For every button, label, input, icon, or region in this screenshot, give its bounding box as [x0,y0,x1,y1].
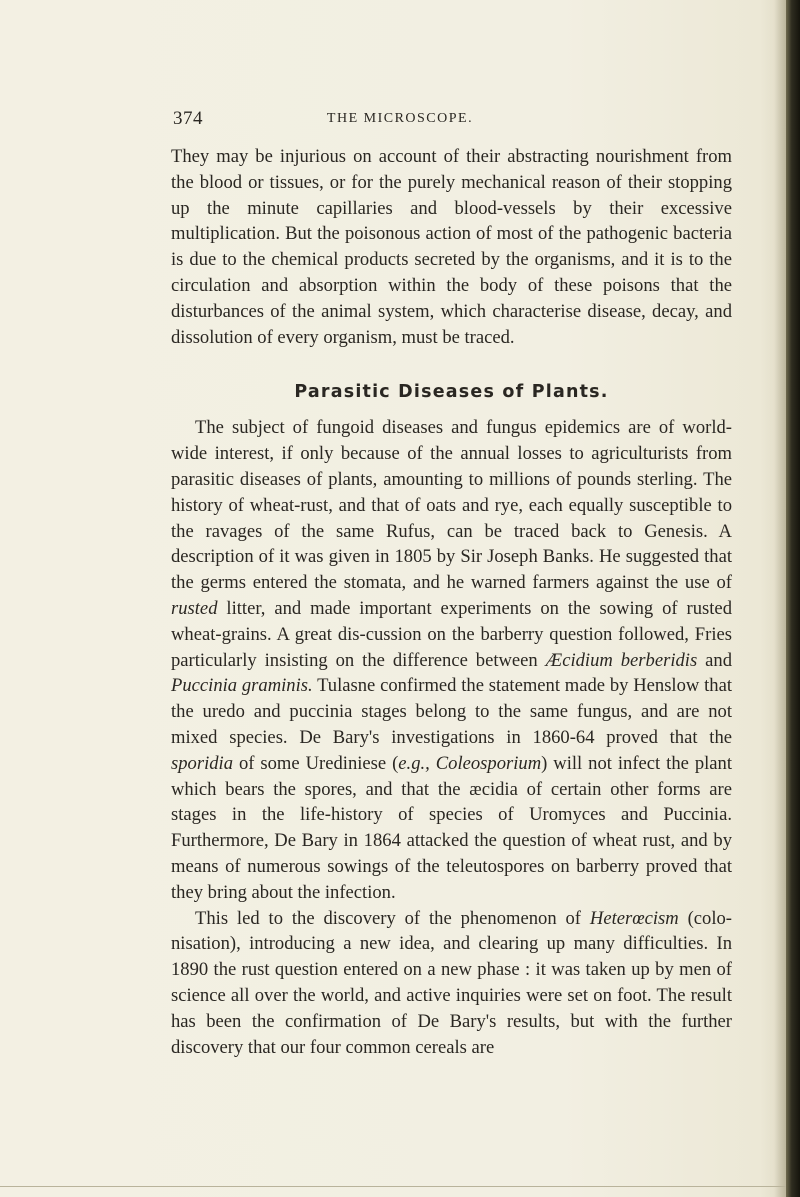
paragraph-2-text-5: of some Urediniese ( [233,752,399,774]
italic-coleosporium: e.g., Coleosporium [398,752,542,774]
paragraph-2-text-1: The subject of fungoid diseases and fungus epidemics are of world-wide interest, if only because of the annual losses to agriculturists from parasitic diseases of plants, amounting to millions of pounds sterling. The history of wheat-rust, and that of oats and rye, each equally susceptible to the ravages of the same Rufus, can be traced back to Genesis. A description of it was given in 1805 by Sir Joseph Banks. He suggested that the germs entered the stomata, and he warned farmers against the use of [171,417,732,594]
page-edge [786,0,800,1197]
body-text [171,144,732,1060]
paragraph-3-text-1: This led to the discovery of the phenomenon of [195,907,590,929]
page-gutter-shadow [774,0,786,1197]
paragraph-1: They may be injurious on account of their abstracting nourishment from the blood or tissues, or for the purely mechanical reason of their stopping up the minute capillaries and blood-vessels by their excessive multiplication. But the poisonous action of most of the pathogenic bacteria is due to the chemical products secreted by the organisms, and it is to the circulation and absorption within the body of these poisons that the disturbances of the animal system, which characterise disease, decay, and dissolution of every organism, must be traced. [171,146,732,348]
italic-rusted: rusted [171,597,218,619]
page-number: 374 [173,108,203,129]
paragraph-2-text-4: Tulasne confirmed the statement made by Henslow that the uredo and puccinia stages belong to the same fungus, and are not mixed species. De Bary's investigations in 1860-64 proved that the [171,675,732,748]
running-title: THE MICROSCOPE. [326,111,474,126]
paragraph-2-text-3: and [697,649,732,671]
paragraph-2-text-2: litter, and made important experiments on the sowing of rusted wheat-grains. A great dis-cussion on the barberry question followed, Fries particularly insisting on the difference between [171,597,732,671]
paragraph-2-text-6: ) will not infect the plant which bears the spores, and that the æcidia of certain other forms are stages in the life-history of species of Uromyces and Puccinia. Furthermore, De Bary in 1864 attacked the question of wheat rust, and by means of numerous sowings of the teleutospores on barberry proved that they bring about the infection. [171,752,733,903]
paragraph-3 [171,906,732,1061]
italic-puccinia-graminis: Puccinia graminis. [171,675,313,697]
italic-sporidia: sporidia [171,752,233,774]
running-head [0,108,800,132]
paragraph-2 [171,415,732,905]
italic-heteroecism: Heterœcism [589,907,679,929]
page-bottom-edge [0,1186,786,1187]
paragraph-3-text-2: (colo-nisation), introducing a new idea, and clearing up many difficulties. In 1890 the rust question entered on a new phase : it was taken up by men of science all over the world, and active inquiries were set on foot. The result has been the confirmation of De Bary's results, but with the further discovery that our four common cereals are [171,907,732,1058]
section-heading: Parasitic Diseases of Plants. [294,382,609,403]
italic-aecidium-berberidis: Æcidium berberidis [545,649,698,671]
